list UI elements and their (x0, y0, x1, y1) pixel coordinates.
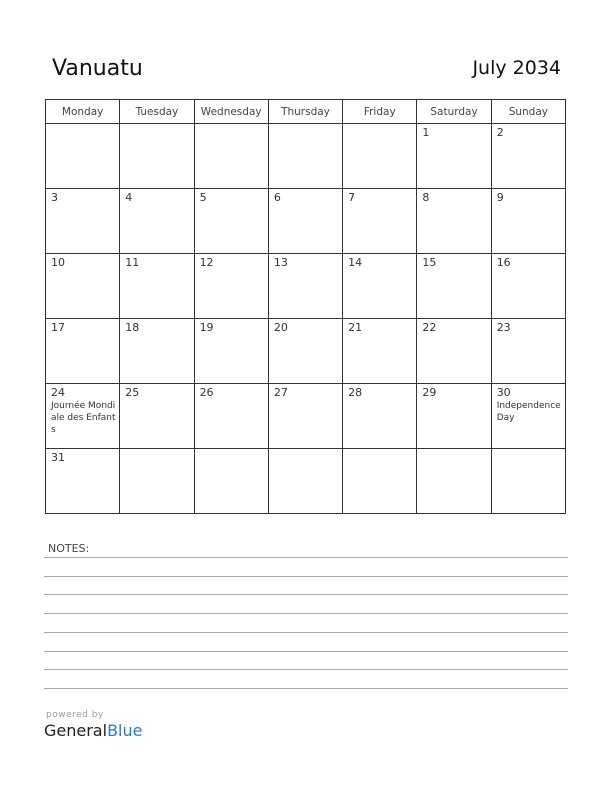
day-number (343, 124, 416, 126)
calendar-week-row (46, 254, 566, 319)
calendar-week-row (46, 384, 566, 449)
calendar-day-cell[interactable] (417, 449, 491, 514)
calendar-day-cell[interactable] (120, 319, 194, 384)
calendar-day-cell[interactable] (491, 189, 565, 254)
day-number: 22 (422, 321, 437, 334)
calendar-day-cell[interactable] (268, 124, 342, 189)
notes-line (44, 669, 568, 670)
calendar-day-cell[interactable] (46, 384, 120, 449)
calendar-week-row (46, 449, 566, 514)
notes-line (44, 632, 568, 633)
day-number (195, 449, 268, 451)
calendar-day-cell[interactable] (268, 319, 342, 384)
powered-by-text: powered by (46, 710, 104, 720)
calendar-day-cell[interactable] (417, 254, 491, 319)
calendar-day-cell[interactable] (46, 189, 120, 254)
calendar-week-row (46, 124, 566, 189)
calendar-day-cell[interactable] (120, 124, 194, 189)
calendar-day-cell[interactable] (194, 189, 268, 254)
calendar-day-cell[interactable] (268, 189, 342, 254)
brand-general: General (44, 721, 108, 740)
day-number: 18 (125, 321, 140, 334)
calendar-day-cell[interactable] (268, 384, 342, 449)
day-number (417, 449, 490, 451)
calendar-day-cell[interactable] (491, 254, 565, 319)
calendar-day-cell[interactable] (491, 319, 565, 384)
day-number: 5 (199, 191, 207, 204)
calendar-day-cell[interactable] (417, 384, 491, 449)
day-number (269, 124, 342, 126)
calendar-day-cell[interactable] (417, 319, 491, 384)
day-number: 16 (496, 256, 511, 269)
calendar-grid (45, 99, 566, 514)
calendar-day-cell[interactable] (268, 254, 342, 319)
calendar-day-cell[interactable] (46, 124, 120, 189)
calendar-day-cell[interactable] (417, 189, 491, 254)
calendar-week-row (46, 189, 566, 254)
day-number: 20 (273, 321, 288, 334)
day-number: 31 (51, 451, 65, 464)
day-number: 23 (496, 321, 511, 334)
calendar-day-cell[interactable] (417, 124, 491, 189)
day-number: 28 (348, 386, 363, 399)
holiday-label: Journée Mondiale des Enfants (51, 401, 116, 435)
day-number: 27 (273, 386, 288, 399)
brand-blue: Blue (107, 721, 143, 740)
day-number (343, 449, 416, 451)
day-number (492, 449, 565, 451)
calendar-day-cell[interactable] (343, 254, 417, 319)
weekday-header-row (46, 100, 566, 124)
calendar-day-cell[interactable] (120, 449, 194, 514)
calendar-day-cell[interactable] (343, 124, 417, 189)
calendar-day-cell[interactable] (120, 384, 194, 449)
day-number: 1 (422, 126, 430, 139)
calendar-day-cell[interactable] (343, 189, 417, 254)
calendar-day-cell[interactable] (120, 254, 194, 319)
weekday-header: Thursday (268, 100, 342, 124)
calendar-day-cell[interactable] (194, 449, 268, 514)
day-number: 11 (125, 256, 140, 269)
calendar-day-cell[interactable] (343, 449, 417, 514)
day-number: 17 (51, 321, 65, 334)
day-number: 14 (348, 256, 363, 269)
day-number: 26 (199, 386, 214, 399)
day-number: 7 (348, 191, 356, 204)
calendar-day-cell[interactable] (343, 384, 417, 449)
day-number: 8 (422, 191, 430, 204)
weekday-header: Sunday (491, 100, 565, 124)
calendar-week-row (46, 319, 566, 384)
day-number (46, 124, 119, 126)
day-number: 30 (496, 386, 511, 399)
day-number: 29 (422, 386, 437, 399)
day-number: 6 (273, 191, 281, 204)
notes-label: NOTES: (48, 542, 90, 555)
day-number: 19 (199, 321, 214, 334)
calendar-day-cell[interactable] (120, 189, 194, 254)
day-number: 13 (273, 256, 288, 269)
notes-line (44, 594, 568, 595)
day-number: 12 (199, 256, 214, 269)
day-number: 15 (422, 256, 437, 269)
notes-line (44, 576, 568, 577)
calendar-month-title: July 2034 (472, 57, 561, 79)
calendar-day-cell[interactable] (46, 319, 120, 384)
day-number: 9 (496, 191, 504, 204)
day-number: 3 (51, 191, 58, 204)
calendar-day-cell[interactable] (268, 449, 342, 514)
weekday-header: Friday (343, 100, 417, 124)
calendar-day-cell[interactable] (194, 254, 268, 319)
calendar-country-title: Vanuatu (52, 56, 143, 81)
day-number (120, 449, 193, 451)
notes-line (44, 613, 568, 614)
weekday-header: Saturday (417, 100, 491, 124)
day-number: 4 (125, 191, 133, 204)
weekday-header: Monday (46, 100, 120, 124)
day-number (120, 124, 193, 126)
calendar-day-cell[interactable] (194, 319, 268, 384)
calendar-day-cell[interactable] (491, 124, 565, 189)
day-number: 2 (496, 126, 504, 139)
notes-line (44, 651, 568, 652)
calendar-day-cell[interactable] (194, 124, 268, 189)
weekday-header: Wednesday (194, 100, 268, 124)
day-number: 10 (51, 256, 65, 269)
day-number: 21 (348, 321, 363, 334)
day-number (195, 124, 268, 126)
generalblue-logo[interactable] (44, 721, 142, 740)
calendar-day-cell[interactable] (491, 449, 565, 514)
weekday-header: Tuesday (120, 100, 194, 124)
calendar-day-cell[interactable] (491, 384, 565, 449)
day-number (269, 449, 342, 451)
calendar-day-cell[interactable] (343, 319, 417, 384)
notes-line (44, 688, 568, 689)
calendar-day-cell[interactable] (194, 384, 268, 449)
day-number: 24 (51, 386, 65, 399)
calendar-day-cell[interactable] (46, 449, 120, 514)
day-number: 25 (125, 386, 140, 399)
calendar-day-cell[interactable] (46, 254, 120, 319)
holiday-label: Independence Day (496, 401, 561, 423)
notes-line (44, 557, 568, 558)
